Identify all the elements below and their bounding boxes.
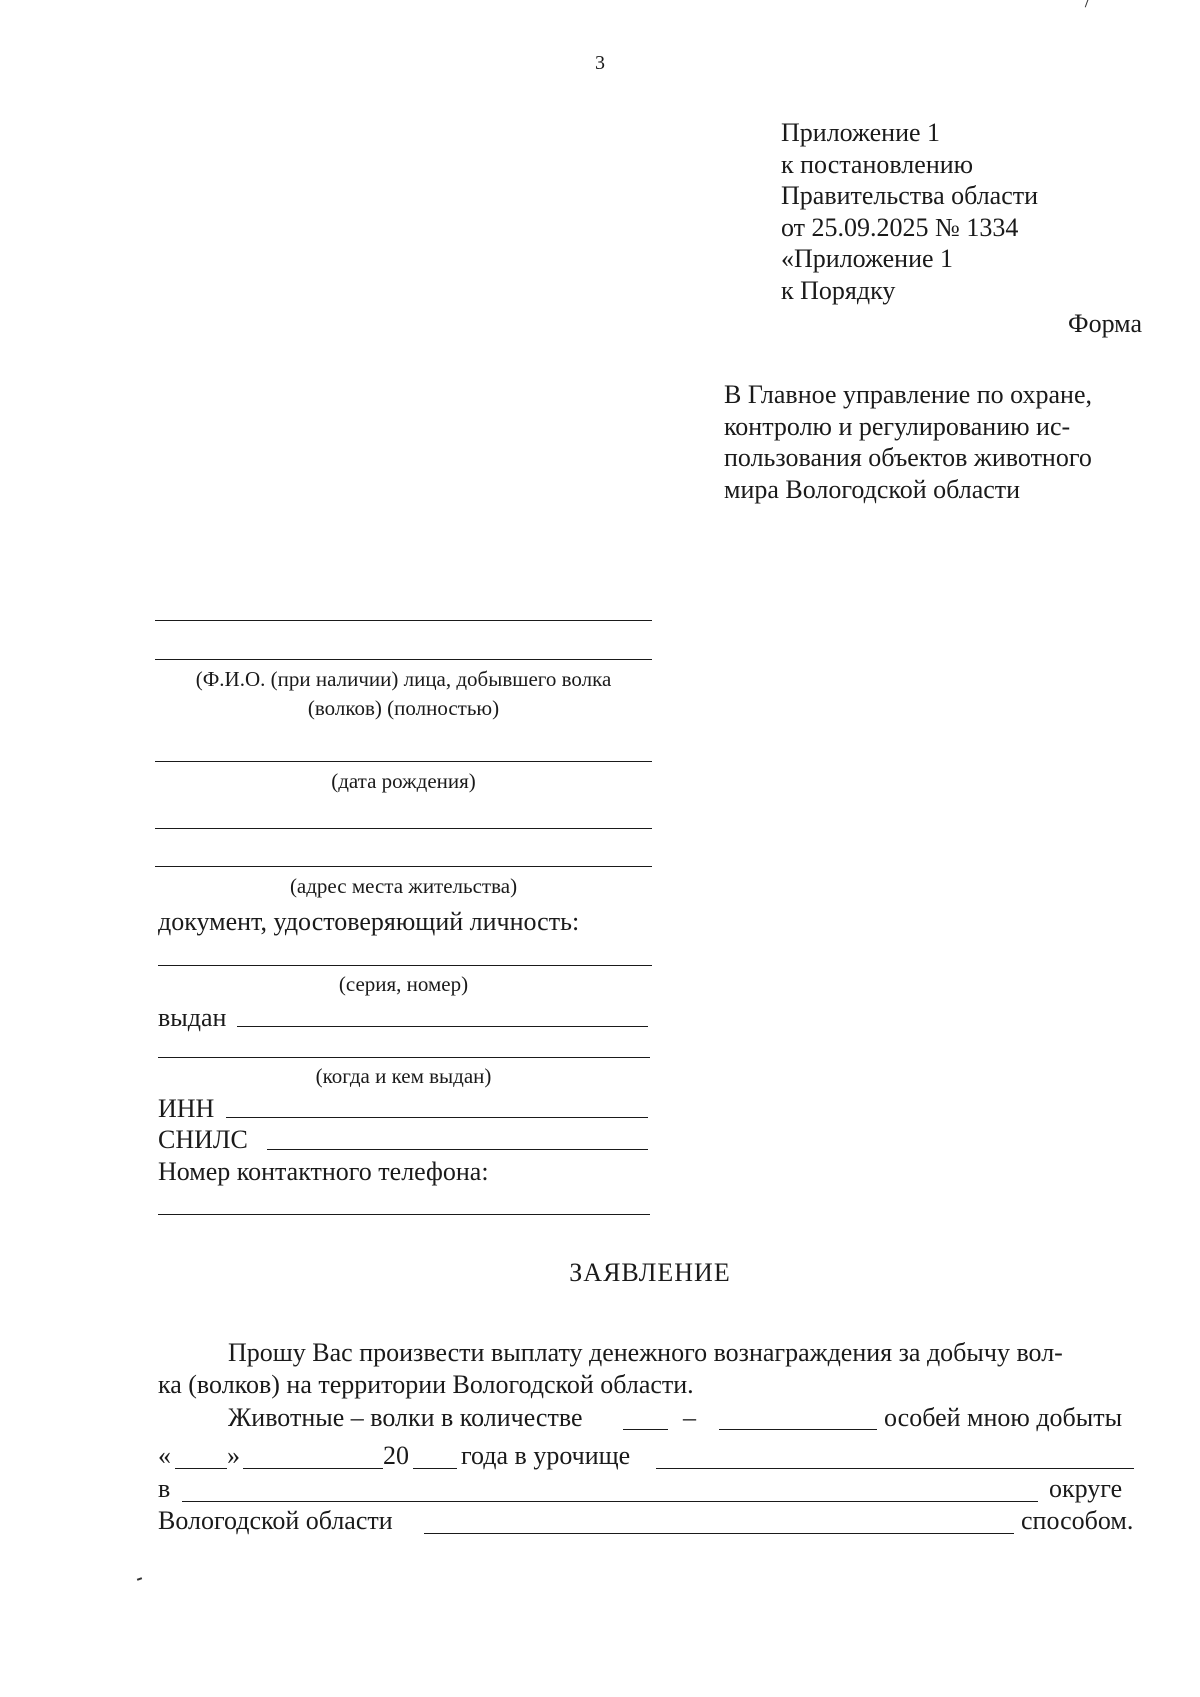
page-number: 3 <box>595 52 605 74</box>
addressee-block <box>724 379 1092 505</box>
phone-label: Номер контактного телефона: <box>158 1157 489 1186</box>
snils-label: СНИЛС <box>158 1125 248 1154</box>
issued-field-line-1[interactable] <box>237 1026 648 1027</box>
addressee-line: контролю и регулированию ис- <box>724 411 1071 441</box>
addressee-line: мира Вологодской области <box>724 474 1021 504</box>
phone-field-line[interactable] <box>158 1214 650 1215</box>
appendix-header <box>781 117 1038 306</box>
inn-label: ИНН <box>158 1094 215 1123</box>
issued-caption: (когда и кем выдан) <box>315 1064 492 1088</box>
appendix-line: Правительства области <box>781 181 1039 210</box>
region-suffix: способом. <box>1021 1506 1134 1535</box>
appendix-line: к Порядку <box>781 275 896 305</box>
address-field-line-2[interactable] <box>155 866 652 867</box>
appendix-line: Приложение 1 <box>781 118 941 147</box>
district-suffix: округе <box>1049 1474 1123 1503</box>
statement-para2-dash: – <box>683 1403 696 1432</box>
wolf-count-field-line[interactable] <box>623 1429 668 1430</box>
statement-para2-end: особей мною добыты <box>884 1403 1123 1432</box>
wolf-count-words-field-line[interactable] <box>719 1429 877 1430</box>
appendix-line: от 25.09.2025 № 1334 <box>781 212 1019 242</box>
fio-field-line-2[interactable] <box>155 659 652 660</box>
fio-caption-2: (волков) (полностью) <box>307 696 500 720</box>
statement-para1-line2: ка (волков) на территории Вологодской области. <box>158 1370 694 1399</box>
appendix-line: «Приложение 1 <box>781 244 954 273</box>
statement-para2-start: Животные – волки в количестве <box>228 1403 583 1432</box>
series-number-caption: (серия, номер) <box>338 972 469 996</box>
date-year-field-line[interactable] <box>413 1468 457 1469</box>
birth-date-caption: (дата рождения) <box>331 769 476 793</box>
date-open-quote: « <box>158 1441 171 1470</box>
issued-field-line-2[interactable] <box>158 1057 650 1058</box>
fio-field-line-1[interactable] <box>155 620 652 621</box>
date-century: 20 <box>383 1441 409 1470</box>
statement-para1-line1: Прошу Вас произвести выплату денежного вознаграждения за добычу вол- <box>228 1338 1063 1367</box>
date-month-field-line[interactable] <box>243 1468 383 1469</box>
scan-dot-mark <box>137 1577 142 1581</box>
address-field-line-1[interactable] <box>155 828 652 829</box>
method-field-line[interactable] <box>424 1533 1014 1534</box>
series-number-field-line[interactable] <box>158 965 652 966</box>
document-title: ЗАЯВЛЕНИЕ <box>569 1258 731 1287</box>
date-suffix: года в урочище <box>461 1441 631 1470</box>
snils-field-line[interactable] <box>267 1149 648 1150</box>
district-field-line[interactable] <box>182 1501 1038 1502</box>
address-caption: (адрес места жительства) <box>289 874 518 898</box>
fio-caption-1: (Ф.И.О. (при наличии) лица, добывшего волка <box>195 667 612 691</box>
date-close-quote: » <box>227 1441 240 1470</box>
region-prefix: Вологодской области <box>158 1506 393 1535</box>
addressee-line: В Главное управление по охране, <box>724 380 1093 409</box>
form-label: Форма <box>1068 309 1142 338</box>
district-prefix: в <box>158 1474 171 1503</box>
inn-field-line[interactable] <box>226 1117 648 1118</box>
corner-scan-mark <box>1085 0 1091 8</box>
addressee-line: пользования объектов животного <box>724 443 1092 472</box>
date-day-field-line[interactable] <box>175 1468 227 1469</box>
issued-label: выдан <box>158 1003 227 1032</box>
place-field-line[interactable] <box>656 1468 1134 1469</box>
id-document-label: документ, удостоверяющий личность: <box>158 907 580 936</box>
appendix-line: к постановлению <box>781 149 974 179</box>
birth-date-field-line[interactable] <box>155 761 652 762</box>
